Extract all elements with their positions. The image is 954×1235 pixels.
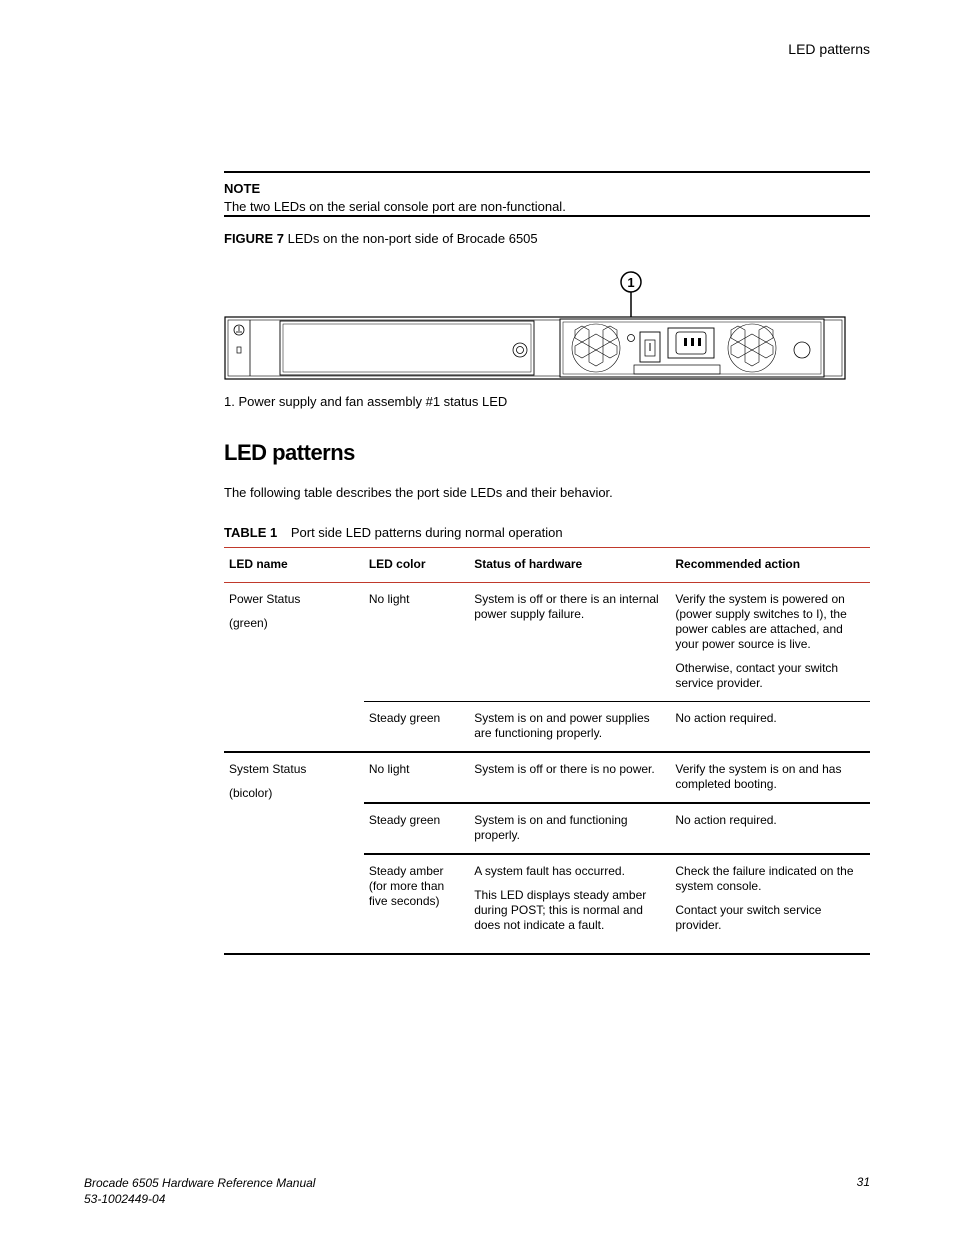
cell-status [469,854,670,954]
action-text: No action required. [675,813,777,827]
table-label: TABLE 1 [224,525,278,540]
non-port-side-illustration [224,268,848,384]
note-text: The two LEDs on the serial console port are non-functional. [224,199,566,214]
cell-led-color [364,702,469,753]
header-led-name: LED name [224,548,364,583]
cell-led-name [224,583,364,753]
led-patterns-table [224,547,870,955]
header-status: Status of hardware [469,548,670,583]
status-text: This LED displays steady amber during POST; this is normal and does not indicate a fault. [474,888,647,932]
status-text: System is on and functioning properly. [474,813,628,842]
action-text: Verify the system is on and has completed booting. [675,762,842,791]
led-color: Steady amber (for more than five seconds) [368,864,445,908]
footer-manual-title: Brocade 6505 Hardware Reference Manual [84,1176,316,1190]
status-text: A system fault has occurred. [474,864,625,878]
cell-action [670,854,870,954]
section-title: LED patterns [224,440,355,465]
table-row [224,583,870,702]
figure-caption-text: LEDs on the non-port side of Brocade 6505 [287,231,538,246]
status-text: System is off or there is no power. [474,762,655,776]
footer-doc-number: 53-1002449-04 [84,1192,166,1206]
action-text: Contact your switch service provider. [675,903,822,932]
table-caption-text: Port side LED patterns during normal operation [290,525,563,540]
footer-left [84,1175,315,1207]
running-header: LED patterns [788,41,870,57]
cell-status [469,752,670,803]
cell-action [670,752,870,803]
led-color: No light [368,762,410,776]
header-action: Recommended action [670,548,870,583]
action-text: Otherwise, contact your switch service provider. [675,661,839,690]
cell-action [670,803,870,854]
led-color: Steady green [368,813,441,827]
action-text: No action required. [675,711,777,725]
blank-panel [280,321,534,375]
section-intro: The following table describes the port side LEDs and their behavior. [224,485,613,500]
cell-action [670,583,870,702]
cell-led-color [364,854,469,954]
table-row [224,752,870,803]
table-header-row [224,548,870,583]
cell-led-name [224,752,364,954]
status-text: System is off or there is an internal power supply failure. [474,592,659,621]
led-name: System Status [229,762,307,776]
led-name: Power Status [229,592,301,606]
figure-legend: 1. Power supply and fan assembly #1 status LED [224,394,508,409]
cell-status [469,803,670,854]
action-text: Check the failure indicated on the system console. [675,864,854,893]
status-text: System is on and power supplies are functioning properly. [474,711,650,740]
note-box [224,171,870,217]
table-caption [224,525,563,540]
action-text: Verify the system is powered on (power supply switches to I), the power cables are attached, and your power source is live. [675,592,847,651]
led-color-desc: (green) [229,616,268,630]
status-led [628,335,635,342]
note-label: NOTE [224,181,261,196]
figure-caption [224,231,538,246]
cell-action [670,702,870,753]
callout-number: 1 [627,275,635,290]
footer-page-number: 31 [856,1175,870,1189]
cell-status [469,702,670,753]
cell-led-color [364,752,469,803]
cell-led-color [364,583,469,702]
led-color: No light [368,592,410,606]
cell-led-color [364,803,469,854]
figure-label: FIGURE 7 [224,231,284,246]
figure-device-drawing [224,268,848,389]
led-color-desc: (bicolor) [229,786,273,800]
led-color: Steady green [368,711,441,725]
header-led-color: LED color [364,548,469,583]
cell-status [469,583,670,702]
